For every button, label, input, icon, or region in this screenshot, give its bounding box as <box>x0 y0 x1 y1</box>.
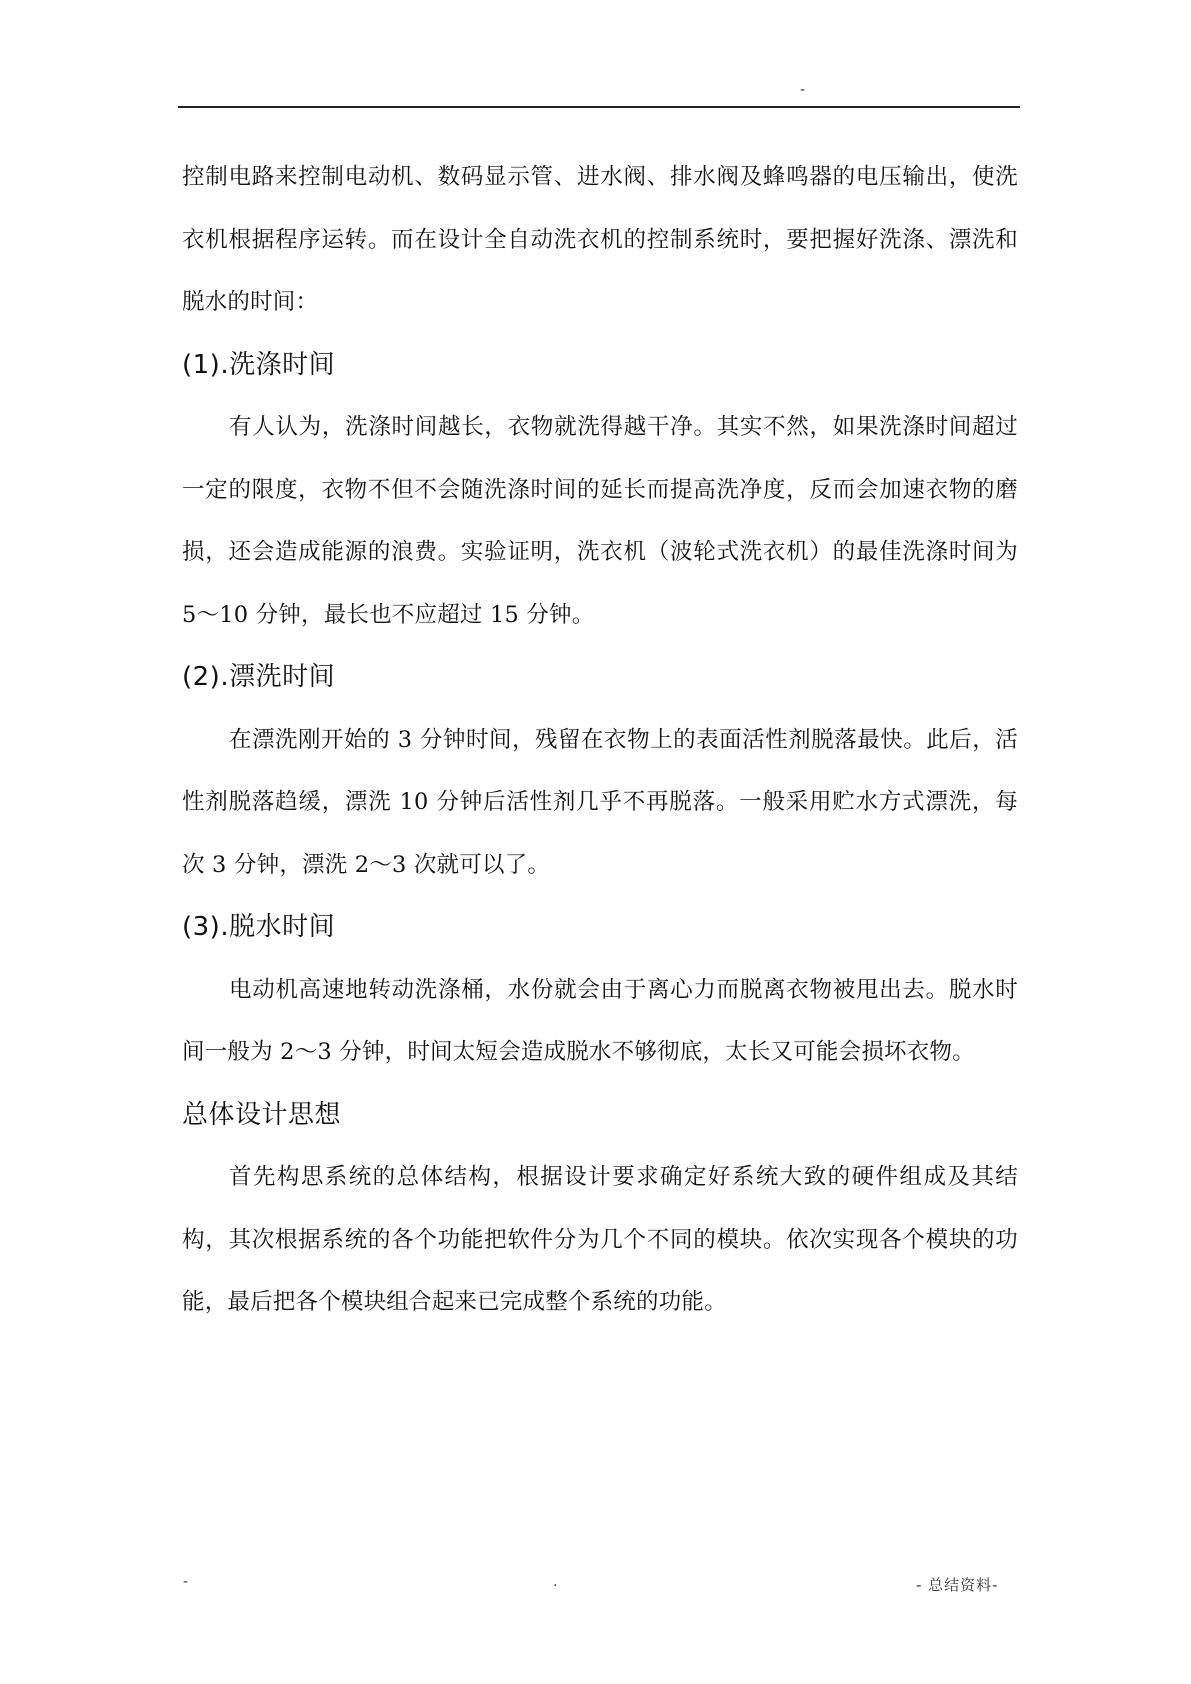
section-heading-wash-time: (1).洗涤时间 <box>182 349 336 380</box>
rinse-time-paragraph: 在漂洗刚开始的 3 分钟时间，残留在衣物上的表面活性剂脱落最快。此后，活性剂脱落趋缓，漂洗 10 分钟后活性剂几乎不再脱落。一般采用贮水方式漂洗，每次 3 分钟，漂洗 2～3 次就可以了。 <box>182 726 1018 878</box>
intro-paragraph: 控制电路来控制电动机、数码显示管、进水阀、排水阀及蜂鸣器的电压输出，使洗衣机根据程序运转。而在设计全自动洗衣机的控制系统时，要把握好洗涤、漂洗和脱水的时间： <box>182 164 1018 315</box>
wash-time-paragraph: 有人认为，洗涤时间越长，衣物就洗得越干净。其实不然，如果洗涤时间超过一定的限度，衣物不但不会随洗涤时间的延长而提高洗净度，反而会加速衣物的磨损，还会造成能源的浪费。实验证明，洗衣机（波轮式洗衣机）的最佳洗涤时间为 5～10 分钟，最长也不应超过 15 分钟。 <box>182 414 1018 628</box>
section-heading-overall-design: 总体设计思想 <box>182 1099 342 1130</box>
footer-left-mark: - <box>183 1574 189 1590</box>
section-heading-rinse-time: (2).漂洗时间 <box>182 662 336 692</box>
header-rule <box>178 106 1020 108</box>
spin-time-paragraph: 电动机高速地转动洗涤桶，水份就会由于离心力而脱离衣物被甩出去。脱水时间一般为 2～3 分钟，时间太短会造成脱水不够彻底，太长又可能会损坏衣物。 <box>182 976 1018 1065</box>
footer-middle-mark: . <box>553 1574 558 1590</box>
footer-summary-label: - 总结资料- <box>916 1576 999 1594</box>
section-heading-spin-time: (3).脱水时间 <box>182 912 336 942</box>
overall-design-paragraph: 首先构思系统的总体结构，根据设计要求确定好系统大致的硬件组成及其结构，其次根据系统的各个功能把软件分为几个不同的模块。依次实现各个模块的功能，最后把各个模块组合起来已完成整个系统的功能。 <box>182 1164 1018 1315</box>
header-mark: - <box>800 82 806 98</box>
document-body <box>182 146 1018 1334</box>
